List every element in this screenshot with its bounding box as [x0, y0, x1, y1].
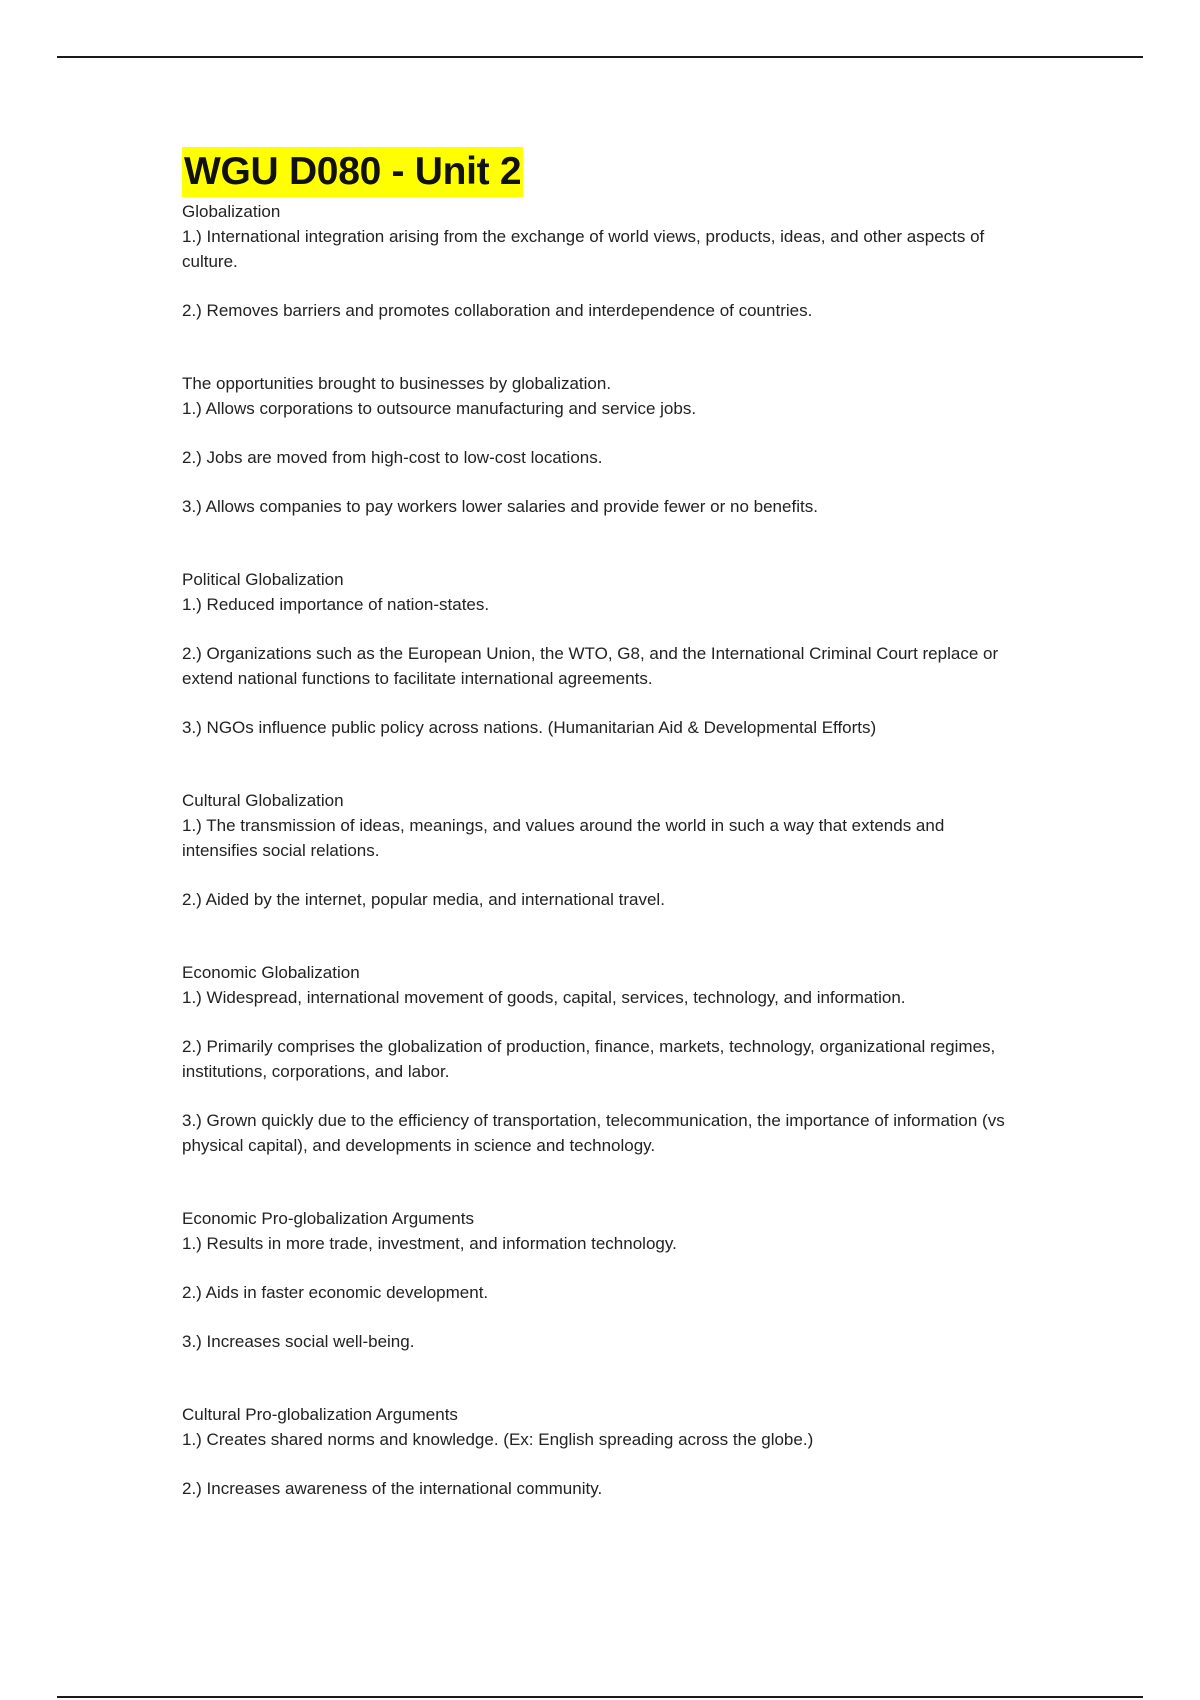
list-item: 1.) International integration arising from the exchange of world views, products, ideas, and other aspects of culture. — [182, 227, 985, 271]
list-item: 2.) Increases awareness of the international community. — [182, 1479, 603, 1498]
list-item: 2.) Organizations such as the European Union, the WTO, G8, and the International Criminal Court replace or extend national functions to facilitate international agreements. — [182, 644, 999, 688]
section-heading: Globalization — [182, 202, 281, 221]
list-item: 1.) Creates shared norms and knowledge. (Ex: English spreading across the globe.) — [182, 1430, 814, 1449]
list-item: 2.) Primarily comprises the globalization of production, finance, markets, technology, organizational regimes, institutions, corporations, and labor. — [182, 1037, 996, 1081]
list-item: 3.) Allows companies to pay workers lower salaries and provide fewer or no benefits. — [182, 497, 818, 516]
section-cultural-pro-arguments — [182, 1402, 1022, 1501]
section-cultural-globalization — [182, 788, 1022, 912]
page-bottom-rule — [57, 1696, 1143, 1698]
section-heading: Cultural Globalization — [182, 791, 344, 810]
section-heading: Economic Pro-globalization Arguments — [182, 1209, 474, 1228]
section-heading: Cultural Pro-globalization Arguments — [182, 1405, 458, 1424]
section-globalization — [182, 199, 1022, 323]
section-heading: Political Globalization — [182, 570, 344, 589]
list-item: 1.) Results in more trade, investment, and information technology. — [182, 1234, 677, 1253]
document-title: WGU D080 - Unit 2 — [182, 147, 523, 197]
section-economic-pro-arguments — [182, 1206, 1022, 1354]
list-item: 1.) Allows corporations to outsource manufacturing and service jobs. — [182, 399, 697, 418]
section-economic-globalization — [182, 960, 1022, 1158]
section-heading: The opportunities brought to businesses by globalization. — [182, 374, 612, 393]
list-item: 2.) Aided by the internet, popular media, and international travel. — [182, 890, 665, 909]
section-heading: Economic Globalization — [182, 963, 360, 982]
list-item: 1.) Widespread, international movement of goods, capital, services, technology, and information. — [182, 988, 906, 1007]
list-item: 3.) NGOs influence public policy across nations. (Humanitarian Aid & Developmental Efforts) — [182, 718, 877, 737]
section-political-globalization — [182, 567, 1022, 740]
list-item: 2.) Jobs are moved from high-cost to low-cost locations. — [182, 448, 603, 467]
list-item: 1.) Reduced importance of nation-states. — [182, 595, 490, 614]
document-body — [182, 147, 1022, 1501]
list-item: 3.) Increases social well-being. — [182, 1332, 415, 1351]
list-item: 2.) Removes barriers and promotes collaboration and interdependence of countries. — [182, 301, 813, 320]
page-top-rule — [57, 56, 1143, 58]
section-business-opportunities — [182, 371, 1022, 519]
list-item: 2.) Aids in faster economic development. — [182, 1283, 489, 1302]
list-item: 1.) The transmission of ideas, meanings, and values around the world in such a way that extends and intensifies social relations. — [182, 816, 945, 860]
list-item: 3.) Grown quickly due to the efficiency of transportation, telecommunication, the importance of information (vs physical capital), and developments in science and technology. — [182, 1111, 1005, 1155]
